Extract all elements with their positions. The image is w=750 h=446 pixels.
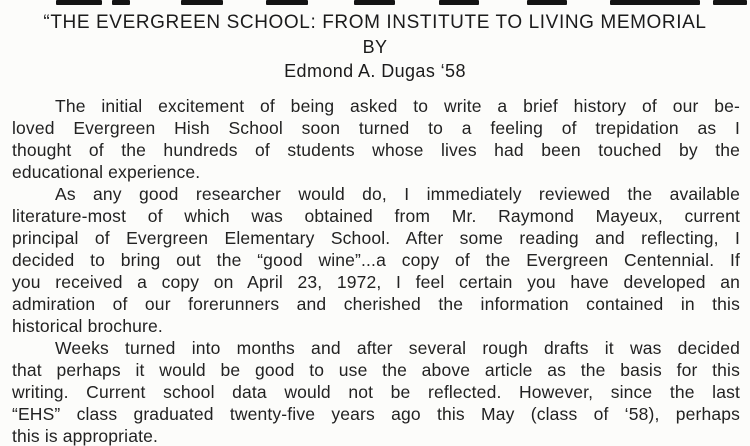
scan-artifact-dash: [527, 0, 567, 5]
paragraph-3: [12, 337, 740, 446]
text-line: The initial excitement of being asked to write a brief history of our be-: [55, 96, 740, 116]
scan-artifact-dash: [354, 0, 395, 5]
paragraph-1: [12, 95, 740, 183]
text-line: writing. Current school data would not be reflected. However, since the last: [12, 382, 740, 402]
text-line: loved Evergreen Hish School soon turned to a feeling of trepidation as I: [12, 118, 740, 138]
scan-artifact-dash: [266, 0, 308, 5]
text-line: admiration of our forerunners and cherished the information contained in this: [12, 294, 740, 314]
scan-artifact-dash: [713, 0, 747, 5]
text-line: literature-most of which was obtained from Mr. Raymond Mayeux, current: [12, 206, 740, 226]
text-line: Weeks turned into months and after several rough drafts it was decided: [55, 338, 740, 358]
author-name: Edmond A. Dugas ‘58: [284, 61, 466, 81]
text-line: As any good researcher would do, I immediately reviewed the available: [55, 184, 740, 204]
scan-artifact-row: [0, 0, 750, 6]
text-line: educational experience.: [12, 162, 201, 182]
article-header: [0, 11, 750, 83]
scan-artifact-dash: [439, 0, 479, 5]
scan-artifact-dash: [56, 0, 102, 5]
text-line: thought of the hundreds of students whose lives had been touched by the: [12, 140, 740, 160]
text-line: that perhaps it would be good to use the above article as the basis for this: [12, 360, 740, 380]
text-line: you received a copy on April 23, 1972, I feel certain you have developed an: [12, 272, 740, 292]
scan-artifact-dash: [181, 0, 223, 5]
text-line: decided to bring out the “good wine”...a copy of the Evergreen Centennial. If: [12, 250, 740, 270]
article-title: “THE EVERGREEN SCHOOL: FROM INSTITUTE TO LIVING MEMORIAL: [43, 12, 707, 33]
text-line: historical brochure.: [12, 316, 163, 336]
text-line: principal of Evergreen Elementary School. After some reading and reflecting, I: [12, 228, 740, 248]
paragraph-2: [12, 183, 740, 337]
text-line: “EHS” class graduated twenty-five years ago this May (class of ‘58), perhaps: [12, 404, 740, 424]
article-body: [0, 95, 750, 446]
byline: BY: [362, 37, 388, 57]
scan-artifact-dash: [610, 0, 700, 5]
scan-artifact-dash: [112, 0, 130, 5]
text-line: this is appropriate.: [12, 426, 158, 446]
